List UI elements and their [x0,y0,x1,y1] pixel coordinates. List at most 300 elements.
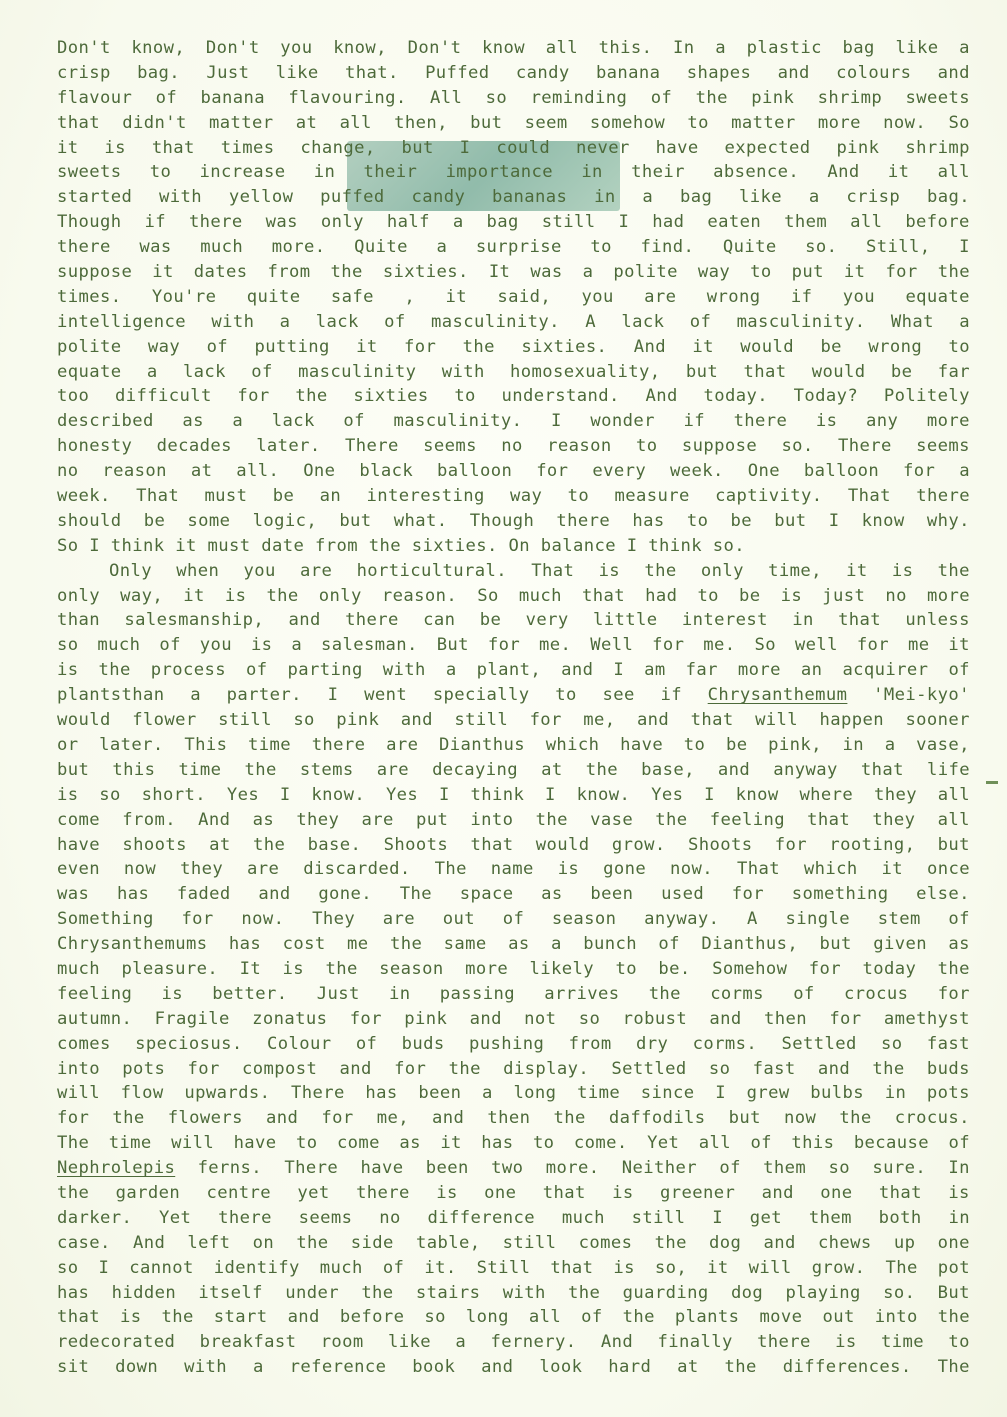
word: bag. [137,62,181,83]
word: all [545,38,578,58]
word: hard [608,1357,652,1378]
word: started [57,187,133,208]
word: me, [376,1108,409,1129]
word: find. [640,237,695,258]
word: why. [926,510,970,531]
word: be [739,585,761,606]
word: a [445,660,457,681]
word: salesman. [321,635,418,656]
word: which [803,859,858,880]
word: has [116,884,150,905]
word: so [578,1008,601,1029]
text-line [57,708,970,733]
word: in [884,1083,907,1104]
word: of [382,1257,405,1278]
text-line [57,932,970,957]
word: long [465,1307,509,1328]
text-line [57,409,970,434]
word: used [661,884,705,905]
word: and [561,660,594,681]
word: compost [242,1058,318,1079]
word: of [159,635,181,656]
text-line [57,907,970,932]
word: and [636,710,670,731]
word: at [295,112,318,133]
word: are [386,734,419,755]
word: with [211,311,255,332]
word: the [568,1282,601,1303]
word: , [404,286,416,307]
text-line [57,235,970,260]
word: a [455,1332,467,1353]
word: suppose [681,436,758,457]
word: So [948,112,970,133]
word: but [937,834,970,855]
word: for [774,834,808,855]
text-line [57,459,970,484]
word: it [887,162,910,183]
word: and [481,1357,514,1378]
word: gone [603,859,647,880]
word: two [491,1158,524,1179]
word: went [364,685,408,706]
word: for [536,461,569,482]
word: increase [199,162,286,183]
word: for [187,1058,220,1079]
word: will [57,1083,100,1104]
word: centre [206,1182,272,1203]
word: it [183,585,205,606]
word: puffed [320,187,385,208]
text-line [57,1231,970,1256]
word: that [860,759,904,780]
word: lack [271,411,315,432]
word: is [612,1182,634,1203]
word: is [436,1182,458,1203]
word: parter. [226,685,302,706]
word: lack [182,361,226,382]
word: should [57,510,122,531]
text-line [57,584,970,609]
word: eaten [707,212,762,233]
word: for [394,1058,427,1079]
word: of [355,1033,378,1054]
word: the [389,934,423,955]
word: so [828,1158,850,1179]
word: are [376,759,409,780]
word: to [687,112,709,133]
word: I [715,1083,726,1104]
word: passing [439,983,515,1004]
word: wrong [868,336,923,357]
word: described [57,411,154,432]
word: all [937,809,970,830]
word: for [652,635,685,656]
word: that [57,1307,100,1328]
word: autumn. [57,1008,133,1029]
word: I [438,784,450,805]
word: And [198,809,231,830]
word: pots [926,1083,970,1104]
word: I [613,660,625,681]
word: sit [57,1357,90,1378]
word: is [815,411,838,432]
word: importance [445,162,554,183]
word: that [470,834,514,855]
word: an [800,660,823,681]
word: There [284,1158,339,1179]
text-line [57,1131,970,1156]
word: has [57,1282,90,1303]
word: balloon [437,461,513,482]
word: be. [658,958,691,979]
word: flavouring. [288,87,407,108]
word: as [541,884,563,905]
word: no [379,1207,401,1228]
word: dates [193,262,248,283]
word: still [541,212,596,233]
word: as [252,809,275,830]
word: guarding [622,1282,709,1303]
word: it [692,336,714,357]
word: this [112,759,156,780]
word: is [250,635,273,656]
word: masculinity. [393,411,523,432]
text-line [57,160,970,185]
word: The [885,1257,918,1278]
word: Only [109,560,152,581]
word: Settled [611,1058,687,1079]
word: only [57,585,100,606]
word: up [893,1232,916,1253]
word: reference [289,1357,387,1378]
word: put [791,262,824,283]
text-line [57,608,970,633]
word: still [631,1207,686,1228]
word: it [948,635,970,656]
word: crisp [57,62,111,83]
word: case. [57,1232,111,1253]
text-line [57,1330,970,1355]
word: grow. [611,834,666,855]
word: change, [300,137,376,158]
word: the [585,759,618,780]
word: from [315,535,358,556]
word: is [598,560,621,581]
word: today. [703,386,768,407]
word: that [690,710,734,731]
word: the [654,1232,687,1253]
word: Don't [205,38,260,58]
word: better. [212,983,288,1004]
word: can [423,610,456,631]
word: bulbs [810,1083,865,1104]
word: sooner [905,710,970,731]
word: been [590,884,634,905]
word: come [57,809,100,830]
word: so [708,1058,731,1079]
text-line [57,210,970,235]
word: flowers [167,1108,243,1129]
word: so, [654,1257,688,1278]
word: and [266,1108,299,1129]
word: know [735,784,779,805]
word: There [838,436,892,457]
word: crocus [843,983,909,1004]
word: are [382,909,416,930]
word: you [199,635,233,656]
word: ferns. [197,1158,263,1179]
word: and [709,1008,742,1029]
word: Dianthus [439,734,526,755]
word: yet [297,1182,330,1203]
word: that [807,809,851,830]
word: am [644,660,666,681]
word: dog [730,1282,764,1303]
word: Somehow [712,958,788,979]
word: far [937,361,970,382]
word: so. [883,1282,916,1303]
word: the [330,262,363,283]
word: me [347,934,369,955]
word: put [415,809,449,830]
word: down [115,1357,159,1378]
text-line [57,534,970,559]
word: wrong [706,286,761,307]
word: In [673,38,695,58]
word: Shoots [687,834,753,855]
word: to [615,958,637,979]
word: any [866,411,899,432]
word: it. [424,1257,457,1278]
word: at [190,461,213,482]
word: the [937,262,970,283]
word: time, [768,560,822,581]
word: bag [486,212,519,233]
text-line [57,1156,970,1181]
word: you [842,286,876,307]
word: black [359,461,414,482]
word: them [763,1158,807,1179]
word: process [150,660,227,681]
word: must [204,486,248,507]
word: the [553,1108,586,1129]
word: speciosus. [135,1033,243,1054]
word: a [279,311,291,332]
word: base. [307,834,362,855]
word: cannot [129,1257,194,1278]
word: Puffed [425,62,490,83]
word: now [123,859,157,880]
word: was [530,262,563,283]
word: zonatus [252,1008,328,1029]
word: their [363,162,418,183]
word: of [689,311,712,332]
word: for [808,958,842,979]
word: is [120,1307,142,1328]
word: the [535,809,568,830]
word: side [350,1232,394,1253]
word: identify [213,1257,300,1278]
word: for [903,461,936,482]
word: pots [122,1058,166,1079]
word: reason [102,461,167,482]
word: It [488,262,511,283]
word: be [820,336,842,357]
word: feeling [57,983,133,1004]
word: acquirer [842,660,929,681]
word: for [321,1108,354,1129]
word: table, [415,1232,481,1253]
word: cost [282,934,326,955]
word: look [539,1357,583,1378]
word: quite [246,286,301,307]
word: it [881,859,904,880]
word: more [926,411,970,432]
word: they [296,809,340,830]
word: a [808,187,820,208]
word: know, [131,38,186,58]
text-line [57,136,970,161]
word: Fragile [154,1008,230,1029]
word: season [379,958,444,979]
word: difference [427,1207,536,1228]
word: the [937,1307,970,1328]
word: and [937,62,970,83]
word: but [774,510,807,531]
word: there [757,1332,811,1353]
word: think [648,535,702,556]
word: for [829,1008,862,1029]
word: the [644,560,677,581]
word: of [719,1158,741,1179]
word: then, [394,112,448,133]
word: as [182,411,204,432]
word: there [311,734,366,755]
word: likely [529,958,595,979]
word: of [246,660,268,681]
word: an [319,486,342,507]
word: seems [916,436,970,457]
word: Nephrolepis [57,1158,176,1179]
word: that [550,1257,594,1278]
text-line [57,559,970,584]
word: sure. [872,1158,927,1179]
word: of [581,1307,603,1328]
word: all [528,1307,562,1328]
word: the [937,560,970,581]
word: in [792,610,814,631]
word: corms [710,983,764,1004]
word: so [293,710,315,731]
word: all [850,212,883,233]
word: a [452,212,464,233]
word: sixties. [411,535,498,556]
word: from [568,1033,612,1054]
word: never [575,137,630,158]
word: decaying [432,759,519,780]
word: There [345,436,399,457]
word: reminding [530,87,628,108]
word: that. [345,62,399,83]
word: at [541,759,563,780]
word: seem [524,112,568,133]
word: I [626,535,638,556]
word: left [187,1232,231,1253]
word: if [683,411,705,432]
word: plant, [476,660,542,681]
word: So [754,635,776,656]
word: specially [432,685,530,706]
word: with [159,187,203,208]
word: plastic [746,38,822,58]
word: but [819,934,852,955]
word: to [567,486,590,507]
word: for [937,983,970,1004]
word: is [161,983,183,1004]
word: captivity. [715,486,823,507]
word: is [57,784,79,805]
word: that [838,610,882,631]
word: into [57,1058,100,1079]
word: to [683,734,706,755]
word: only [318,585,362,606]
word: but [57,759,90,780]
word: pink [404,1008,448,1029]
word: sweets [905,87,970,108]
word: have [57,834,100,855]
word: honesty [57,436,133,457]
word: Just [206,62,250,83]
text-line [57,1057,970,1082]
word: Yes [385,784,419,805]
word: one [820,1182,853,1203]
word: this. [598,38,653,58]
word: of [502,909,525,930]
word: so. [781,436,814,457]
word: me [907,635,930,656]
word: much [518,585,562,606]
word: All [430,87,463,108]
text-line [57,310,970,335]
word: to [948,336,970,357]
word: of [948,909,970,930]
word: you [581,286,614,307]
word: Yet [159,1207,192,1228]
word: There [291,1083,345,1104]
word: redecorated [57,1332,176,1353]
word: feeling [709,809,785,830]
word: seems [298,1207,353,1228]
word: and [469,1008,502,1029]
word: and [287,1307,320,1328]
word: if [144,212,166,233]
word: like [739,187,783,208]
word: there [556,510,611,531]
word: matter [209,112,274,133]
word: I [459,137,471,158]
word: was [139,237,172,258]
word: Don't [57,38,111,58]
word: at [677,1357,699,1378]
word: given [873,934,927,955]
text-line [57,758,970,783]
word: grew [746,1083,790,1104]
word: time [178,759,222,780]
word: I [712,1207,723,1228]
word: anyway. [644,909,720,930]
word: Dianthus, [701,934,799,955]
